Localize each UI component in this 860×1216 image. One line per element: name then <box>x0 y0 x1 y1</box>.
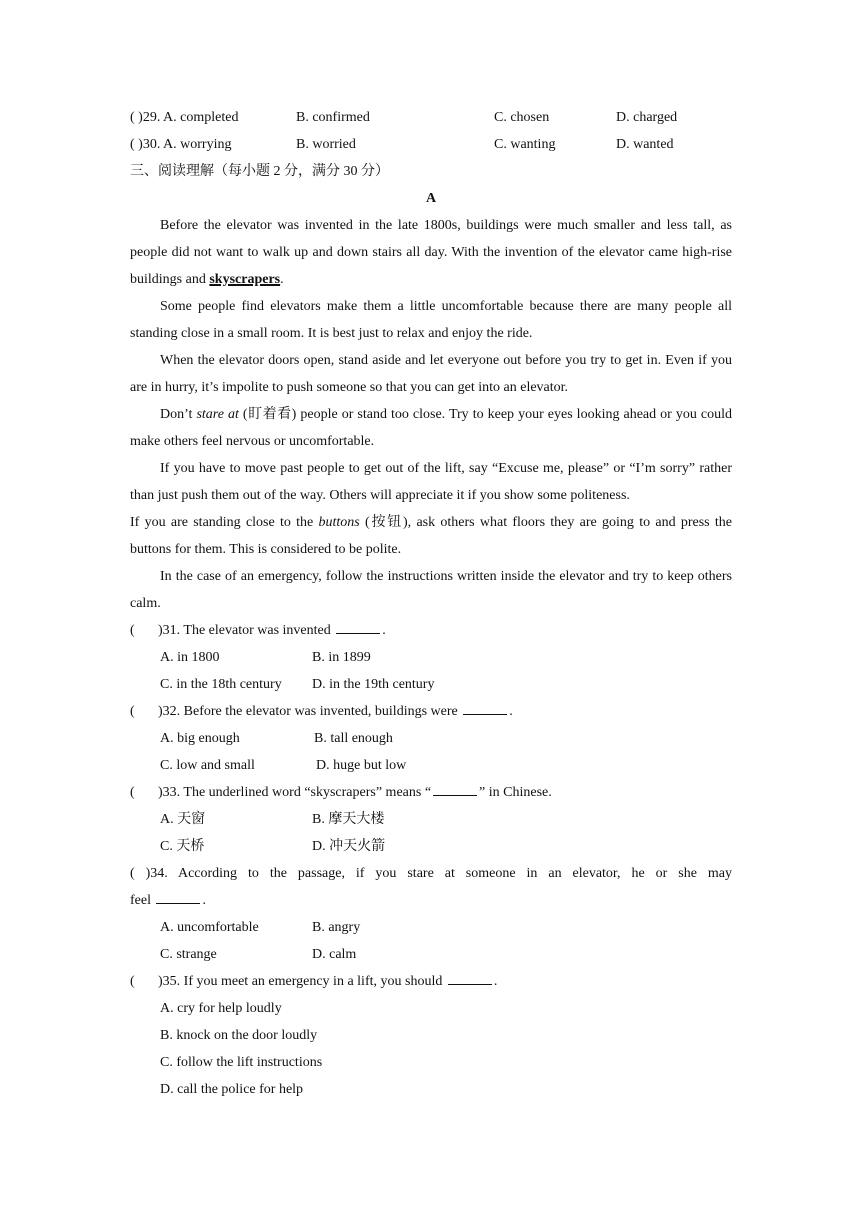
cloze-29-option-b: B. confirmed <box>296 110 370 125</box>
q33-option-c: C. 天桥 <box>160 839 205 854</box>
q35-option-d-row <box>130 1076 732 1103</box>
question-34-line-1 <box>130 860 732 887</box>
underlined-word: skyscrapers <box>209 272 281 287</box>
cloze-29-option-d: D. charged <box>616 110 678 125</box>
paragraph-5: If you have to move past people to get out of the lift, say “Excuse me, please” or “I’m sorry” rather than just push them out of the way. Others will appreciate it if you show some politeness. <box>130 461 732 503</box>
q35-option-a: A. cry for help loudly <box>160 1001 282 1016</box>
exam-page <box>130 104 732 1103</box>
question-31-stem: )31. The elevator was invented <box>158 623 331 638</box>
q33-option-d: D. 冲天火箭 <box>312 839 386 854</box>
q31-option-c: C. in the 18th century <box>160 677 282 692</box>
paragraph-7: In the case of an emergency, follow the instructions written inside the elevator and try to keep others calm. <box>130 569 732 611</box>
answer-blank <box>433 779 477 796</box>
answer-blank <box>463 698 507 715</box>
passage-label: A <box>425 191 437 206</box>
q31-option-d: D. in the 19th century <box>312 677 435 692</box>
question-33-stem: )33. The underlined word “skyscrapers” means “ <box>158 785 432 800</box>
answer-blank <box>156 887 200 904</box>
paragraph-3: When the elevator doors open, stand aside and let everyone out before you try to get in. Even if you are in hurry, it’s impolite to push someone so that you can get into an elevator. <box>130 353 732 395</box>
question-32: ( )32. Before the elevator was invented, buildings were . <box>130 698 732 725</box>
q34-option-c: C. strange <box>160 947 217 962</box>
paragraph-4: Don’t stare at (盯着看) people or stand too close. Try to keep your eyes looking ahead or you could make others feel nervous or uncomfortable. <box>130 407 732 449</box>
question-34-stem: ( )34. According to the passage, if you stare at someone in an elevator, he or she may <box>130 866 732 881</box>
question-35-stem: )35. If you meet an emergency in a lift, you should <box>158 974 443 989</box>
question-31-options-ab <box>130 644 732 671</box>
question-35: ( )35. If you meet an emergency in a lift, you should . <box>130 968 732 995</box>
cloze-30-option-d: D. wanted <box>616 137 674 152</box>
question-33-options-ab <box>130 806 732 833</box>
answer-blank <box>448 968 492 985</box>
question-32-options-ab <box>130 725 732 752</box>
q34-option-a: A. uncomfortable <box>160 920 259 935</box>
q32-option-a: A. big enough <box>160 731 240 746</box>
question-33: ( )33. The underlined word “skyscrapers” means “ ” in Chinese. <box>130 779 732 806</box>
question-32-stem: )32. Before the elevator was invented, buildings were <box>158 704 458 719</box>
q34-option-b: B. angry <box>312 920 361 935</box>
section-title: 三、阅读理解（每小题 2 分，满分 30 分） <box>130 164 389 179</box>
question-34-line-2: feel . <box>130 887 732 914</box>
q32-option-c: C. low and small <box>160 758 255 773</box>
question-34-options-ab <box>130 914 732 941</box>
question-31-options-cd <box>130 671 732 698</box>
q35-option-a-row <box>130 995 732 1022</box>
paragraph-6: If you are standing close to the buttons (按钮), ask others what floors they are going to and press the buttons for them. This is considered to be polite. <box>130 515 732 557</box>
q35-option-c-row <box>130 1049 732 1076</box>
cloze-30-option-b: B. worried <box>296 137 356 152</box>
q35-option-b: B. knock on the door loudly <box>160 1028 318 1043</box>
question-33-options-cd <box>130 833 732 860</box>
paragraph-2: Some people find elevators make them a little uncomfortable because there are many people all standing close in a small room. It is best just to relax and enjoy the ride. <box>130 299 732 341</box>
q35-option-d: D. call the police for help <box>160 1082 304 1097</box>
answer-blank <box>336 617 380 634</box>
q33-option-b: B. 摩天大楼 <box>312 812 385 827</box>
italic-phrase: stare at <box>196 407 239 422</box>
paragraph-1: Before the elevator was invented in the late 1800s, buildings were much smaller and less tall, as people did not want to walk up and down stairs all day. With the invention of the elevator came high-rise buildings and skyscrapers. <box>130 218 732 287</box>
cloze-question-29 <box>130 104 732 131</box>
italic-word: buttons <box>318 515 360 530</box>
q34-option-d: D. calm <box>312 947 357 962</box>
cloze-question-30 <box>130 131 732 158</box>
q35-option-b-row <box>130 1022 732 1049</box>
question-31: ( )31. The elevator was invented . <box>130 617 732 644</box>
question-32-options-cd <box>130 752 732 779</box>
q35-option-c: C. follow the lift instructions <box>160 1055 323 1070</box>
cloze-29-option-a: ( )29. A. completed <box>130 110 239 125</box>
q32-option-d: D. huge but low <box>316 758 407 773</box>
cloze-30-option-a: ( )30. A. worrying <box>130 137 232 152</box>
question-34-options-cd <box>130 941 732 968</box>
q33-option-a: A. 天窗 <box>160 812 206 827</box>
q31-option-a: A. in 1800 <box>160 650 220 665</box>
cloze-29-option-c: C. chosen <box>494 110 550 125</box>
q32-option-b: B. tall enough <box>314 731 393 746</box>
q31-option-b: B. in 1899 <box>312 650 371 665</box>
cloze-30-option-c: C. wanting <box>494 137 556 152</box>
